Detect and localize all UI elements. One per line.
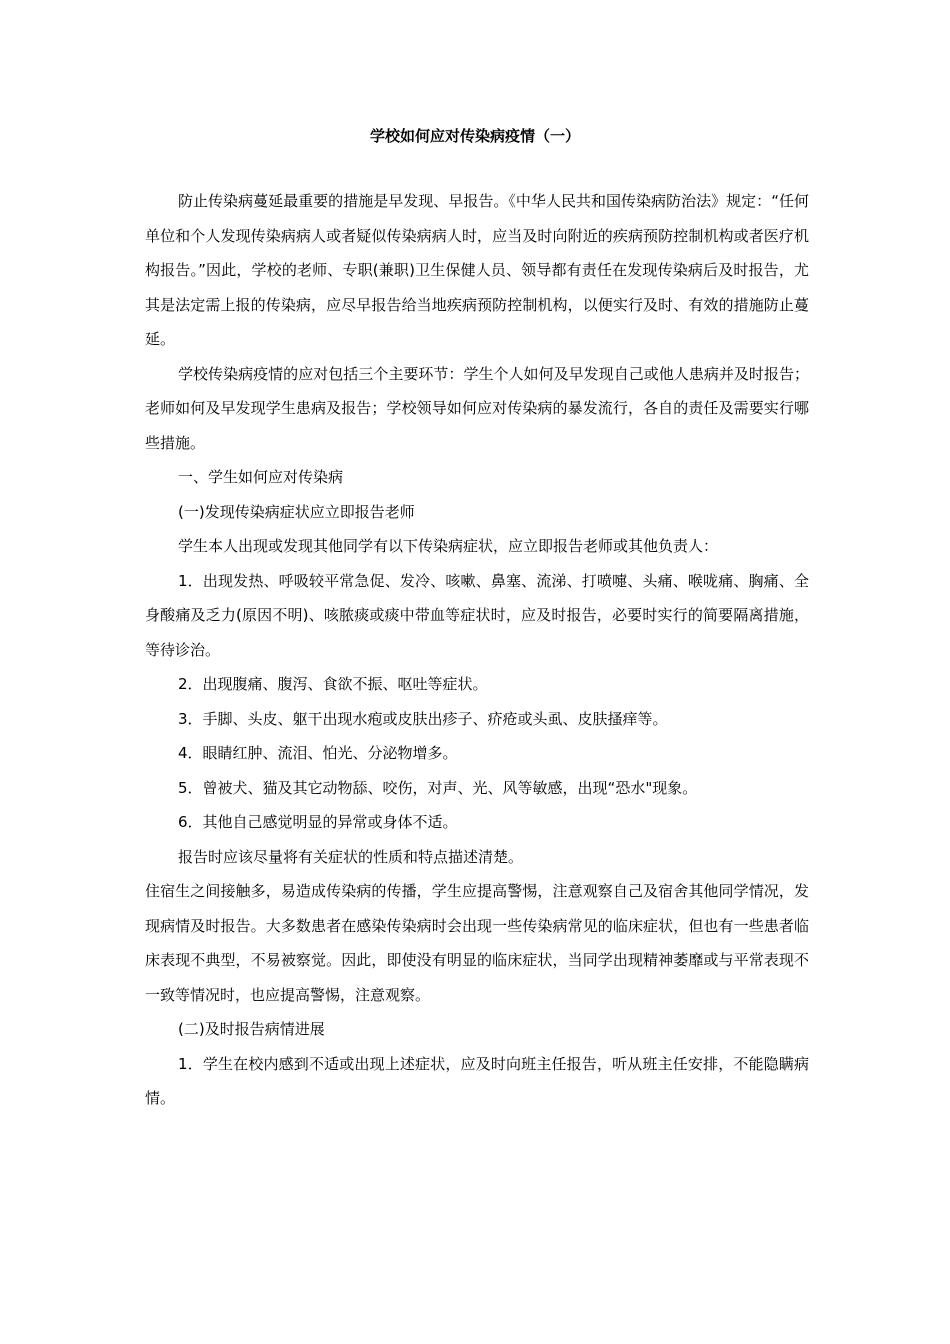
paragraph-intro: 防止传染病蔓延最重要的措施是早发现、早报告。《中华人民共和国传染病防治法》规定：“任何单位和个人发现传染病病人或者疑似传染病病人时，应当及时向附近的疾病预防控制机构或者医疗机构报告。”因此，学校的老师、专职(兼职)卫生保健人员、领导都有责任在发现传染病后及时报告，尤其是法定需上报的传染病，应尽早报告给当地疾病预防控制机构，以便实行及时、有效的措施防止蔓延。 [145, 192, 809, 348]
subsection-heading-report-progress: (二)及时报告病情进展 [178, 1020, 325, 1038]
list-item-1: 1．出现发热、呼吸较平常急促、发冷、咳嗽、鼻塞、流涕、打喷嚏、头痛、喉咙痛、胸痛、全身酸痛及乏力(原因不明)、咳脓痰或痰中带血等症状时，应及时报告，必要时实行的简要隔离措施，等待诊治。 [145, 571, 809, 659]
document-title: 学校如何应对传染病疫情（一） [369, 127, 580, 145]
list-item-2: 2．出现腹痛、腹泻、食欲不振、呕吐等症状。 [178, 675, 488, 693]
paragraph-report-instruction: 学生本人出现或发现其他同学有以下传染病症状，应立即报告老师或其他负责人： [178, 537, 719, 555]
list-item-5: 5．曾被犬、猫及其它动物舔、咬伤，对声、光、风等敏感，出现“恐水"现象。 [178, 778, 698, 797]
list-item-3: 3．手脚、头皮、躯干出现水疱或皮肤出疹子、疥疮或头虱、皮肤搔痒等。 [178, 709, 668, 728]
paragraph-boarding-students: 住宿生之间接触多，易造成传染病的传播，学生应提高警惕，注意观察自己及宿舍其他同学情况，发现病情及时报告。大多数患者在感染传染病时会出现一些传染病常见的临床症状，但也有一些患者临床表现不典型，不易被察觉。因此，即使没有明显的临床症状，当同学出现精神萎靡或与平常表现不一致等情况时，也应提高警惕，注意观察。 [145, 882, 809, 1004]
paragraph-report-note: 报告时应该尽量将有关症状的性质和特点描述清楚。 [178, 847, 524, 866]
list-item-6: 6．其他自己感觉明显的异常或身体不适。 [178, 813, 458, 831]
subsection-heading-report-symptoms: (一)发现传染病症状应立即报告老师 [178, 502, 415, 521]
list-item-4: 4．眼睛红肿、流泪、怕光、分泌物增多。 [178, 744, 458, 762]
section-heading-students: 一、学生如何应对传染病 [178, 468, 344, 486]
list-item-report-to-teacher: 1．学生在校内感到不适或出现上述症状，应及时向班主任报告，听从班主任安排，不能隐瞒病情。 [145, 1054, 809, 1107]
paragraph-response-overview: 学校传染病疫情的应对包括三个主要环节：学生个人如何及早发现自己或他人患病并及时报告；老师如何及早发现学生患病及报告；学校领导如何应对传染病的暴发流行，各自的责任及需要实行哪些措施。 [145, 364, 809, 452]
document-body [145, 184, 809, 1116]
